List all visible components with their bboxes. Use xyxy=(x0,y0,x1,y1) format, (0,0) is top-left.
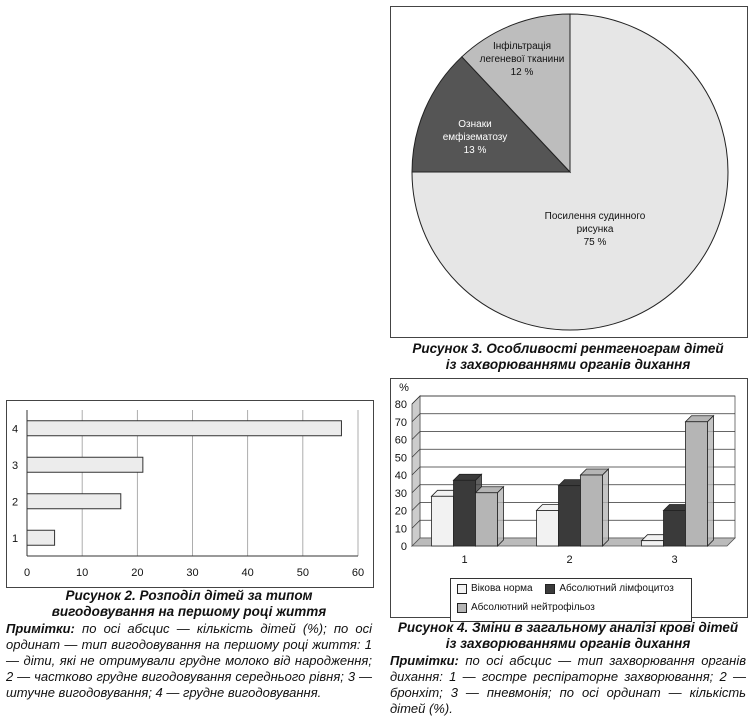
fig4-bar-2-1 xyxy=(664,511,686,547)
fig2-x-tick-label: 20 xyxy=(131,567,144,579)
fig2-x-tick-label: 60 xyxy=(351,567,365,579)
fig4-notes-heading: Примітки: xyxy=(390,653,459,668)
fig4-y-tick-label: 20 xyxy=(394,505,407,518)
fig2-x-tick-label: 50 xyxy=(296,567,309,579)
fig3-caption: Рисунок 3. Особливості рентгенограм дітей із захворюваннями органів дихання xyxy=(412,341,724,372)
fig4-legend xyxy=(450,578,692,622)
fig2-x-tick-label: 40 xyxy=(241,567,254,579)
fig2-y-tick-label: 3 xyxy=(11,459,19,472)
fig4-y-axis-label: % xyxy=(399,382,409,394)
fig4-bar-side-0-2 xyxy=(498,487,504,546)
pie-label-slice-1: Ознаки емфізематозу 13 % xyxy=(442,119,508,156)
fig4-y-tick-label: 30 xyxy=(394,487,407,500)
fig2-x-tick-label: 10 xyxy=(76,567,89,579)
legend-swatch-0 xyxy=(457,584,467,594)
fig2-x-tick-label: 30 xyxy=(186,567,199,579)
fig2-y-tick-label: 4 xyxy=(11,423,19,436)
fig4-bar-1-0 xyxy=(537,511,559,547)
legend-swatch-1 xyxy=(545,584,555,594)
fig4-y-tick-label: 80 xyxy=(394,399,407,411)
fig2-y-tick-label: 2 xyxy=(11,496,19,509)
fig4-bar-2-0 xyxy=(642,541,664,546)
legend-item-1: Абсолютний лімфоцитоз xyxy=(545,581,673,597)
fig4-caption: Рисунок 4. Зміни в загальному аналізі крові дітей із захворюваннями органів дихання xyxy=(397,620,739,651)
legend-item-2: Абсолютний нейтрофільоз xyxy=(457,600,595,616)
fig4-bar-0-2 xyxy=(476,493,498,546)
legend-item-0: Вікова норма xyxy=(457,581,533,597)
fig2-y-tick-label: 1 xyxy=(11,532,19,545)
fig4-bar-1-2 xyxy=(581,475,603,546)
fig4-y-tick-label: 70 xyxy=(394,416,407,429)
fig2-caption: Рисунок 2. Розподіл дітей за типом вигодовування на першому році життя xyxy=(51,588,327,619)
fig4-y-tick-label: 40 xyxy=(394,470,407,482)
fig4-x-tick-label: 3 xyxy=(671,554,678,566)
fig4-y-tick-label: 10 xyxy=(394,523,407,536)
fig4-y-tick-label: 0 xyxy=(400,541,407,553)
fig2-notes-heading: Примітки: xyxy=(6,621,75,636)
fig4-x-tick-label: 1 xyxy=(461,554,468,566)
legend-swatch-2 xyxy=(457,603,467,613)
pie-label-slice-2: Інфільтрація легеневої тканини 12 % xyxy=(479,41,565,78)
fig2-x-tick-label: 0 xyxy=(23,567,31,579)
fig4-notes xyxy=(390,653,746,717)
fig4-bar-1-1 xyxy=(559,486,581,546)
fig4-notes-text: по осі абсцис — тип захворювання органів дихання: 1 — гостре респіраторне захворювання; 2 — бронхіт; 3 — пневмонія; по осі ординат — кількість дітей (%). xyxy=(390,653,746,716)
fig4-x-tick-label: 2 xyxy=(566,554,573,566)
fig4-bar-side-1-2 xyxy=(603,469,609,546)
pie-label-slice-0: Посилення судинного рисунка 75 % xyxy=(544,211,646,248)
fig4-y-tick-label: 50 xyxy=(394,452,407,465)
fig4-y-tick-label: 60 xyxy=(394,434,407,447)
fig2-notes-text: по осі абсцис — кількість дітей (%); по осі ординат — тип вигодовування на першому році життя: 1 — діти, які не отримували грудне молоко від народження; 2 — частково грудне вигодовування середнього рівня; 3 — штучне вигодовування; 4 — грудне вигодовування. xyxy=(6,621,372,700)
fig4-bar-0-0 xyxy=(432,496,454,546)
fig4-bar-0-1 xyxy=(454,480,476,546)
fig4-bar-side-2-2 xyxy=(708,416,714,546)
fig4-bar-2-2 xyxy=(686,422,708,546)
